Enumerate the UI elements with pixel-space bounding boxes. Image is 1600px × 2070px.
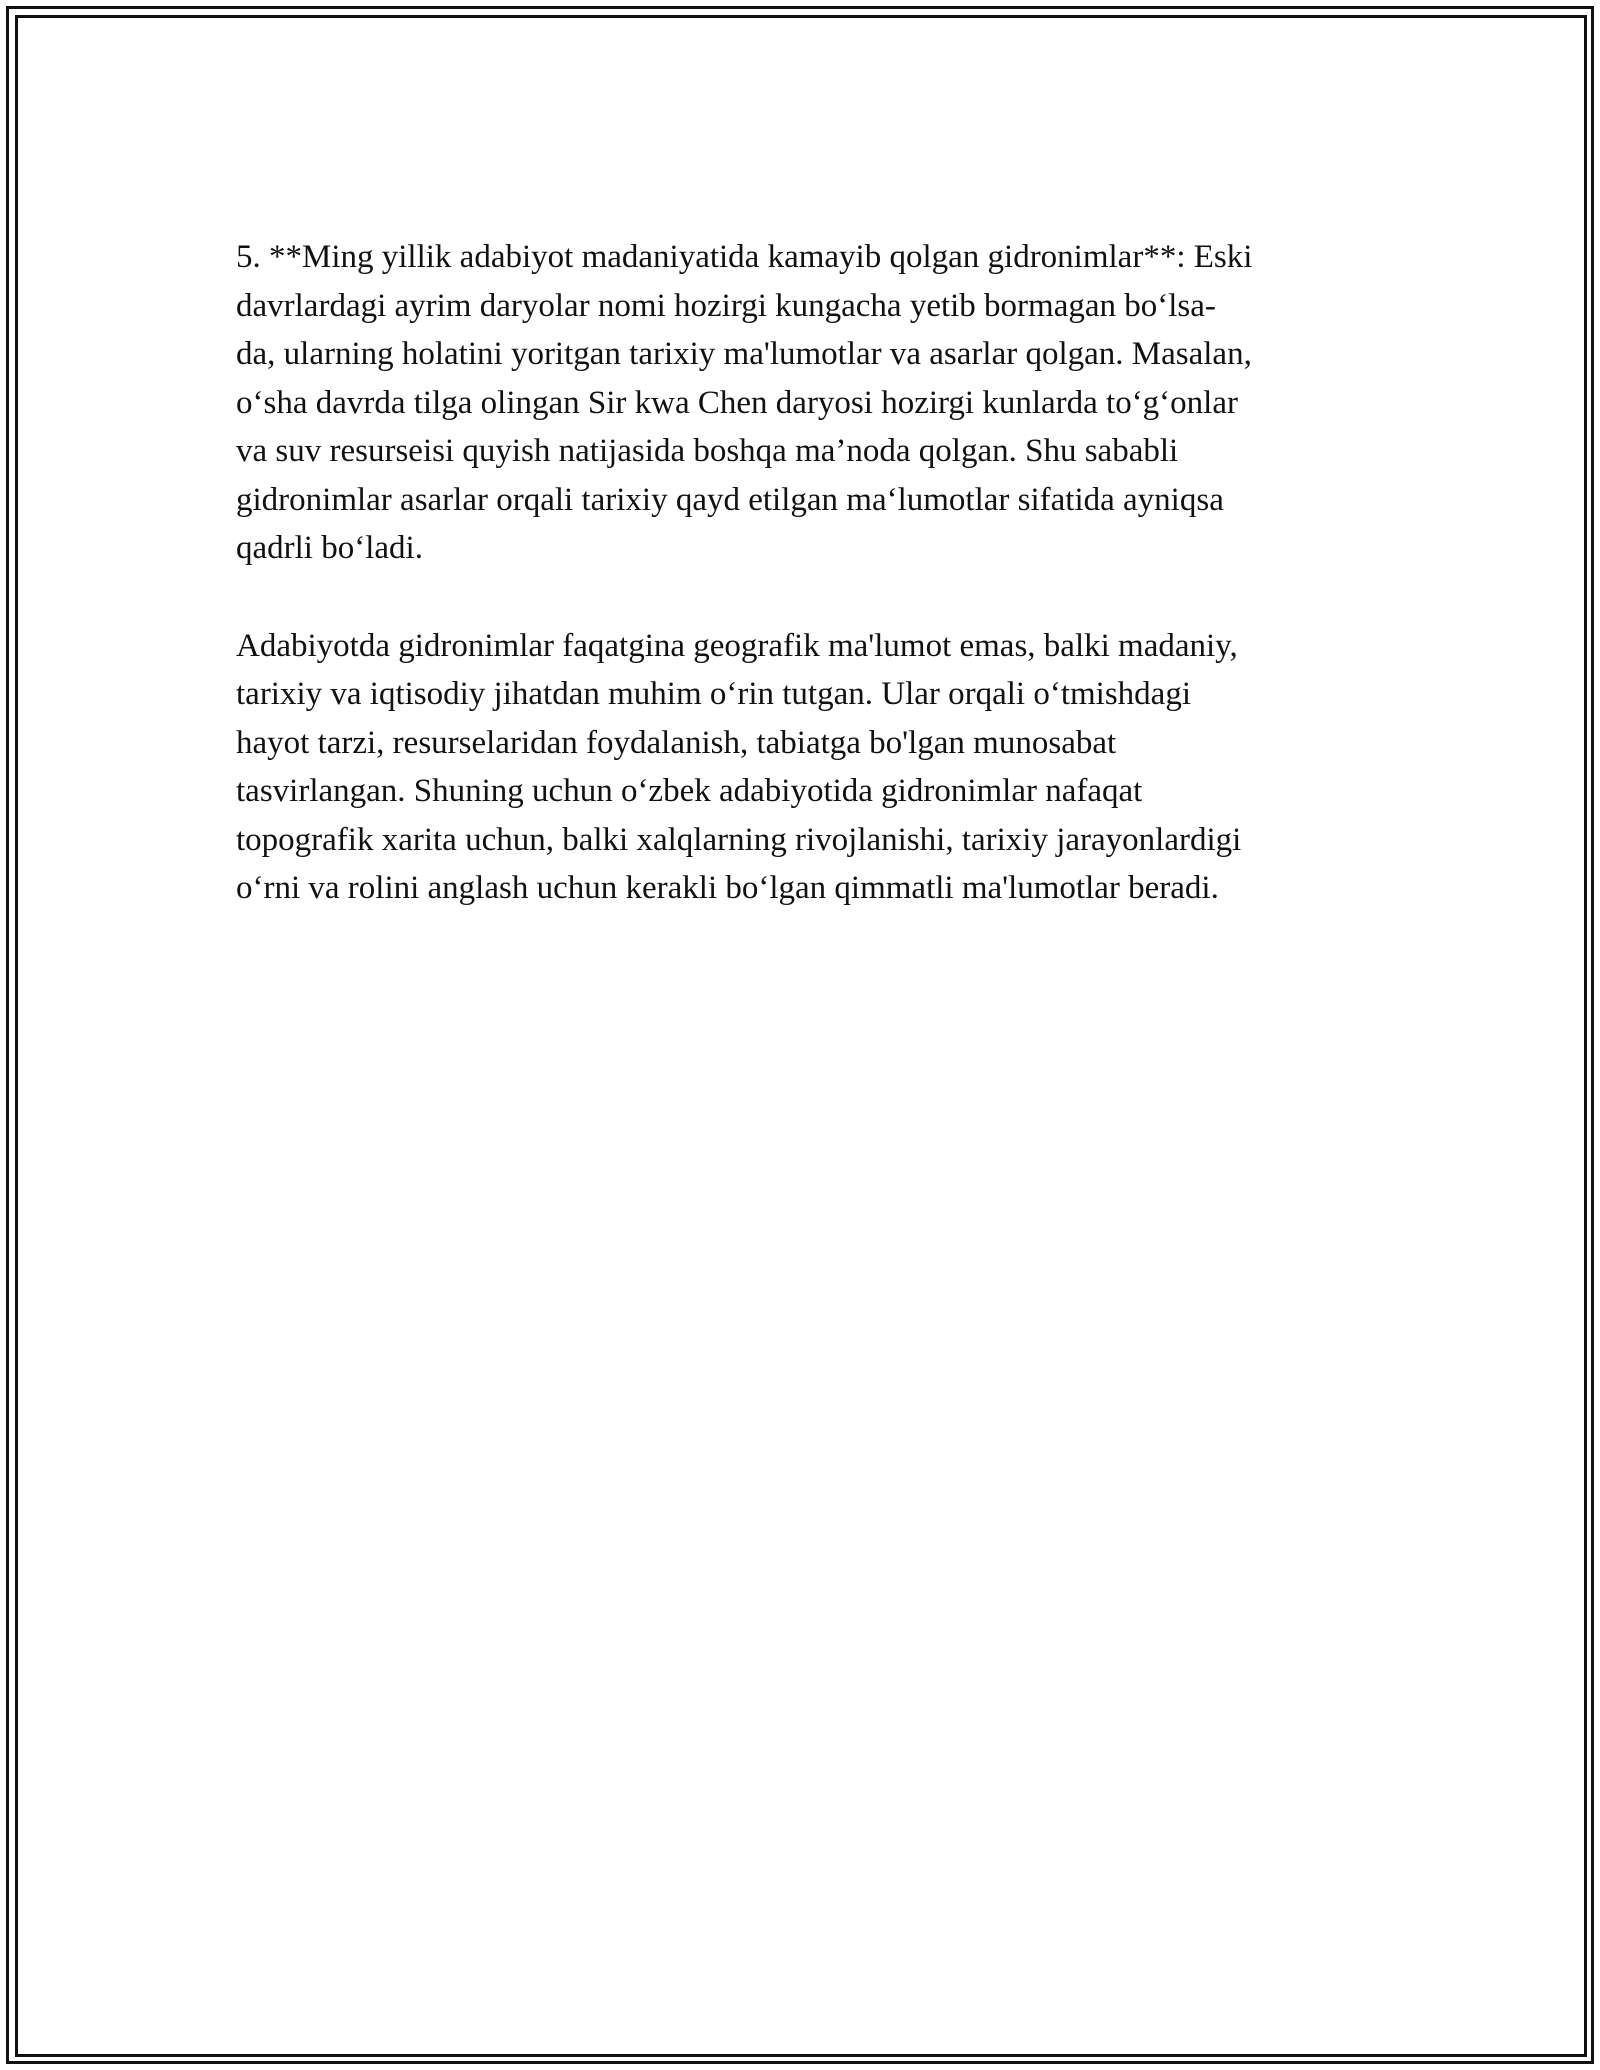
text-line: davrlardagi ayrim daryolar nomi hozirgi kungacha yetib bormagan bo‘lsa- (236, 287, 1216, 324)
text-line: gidronimlar asarlar orqali tarixiy qayd etilgan ma‘lumotlar sifatida ayniqsa (236, 481, 1224, 518)
text-line: tasvirlangan. Shuning uchun o‘zbek adabiyotida gidronimlar nafaqat (236, 773, 1143, 809)
text-line: 5. **Ming yillik adabiyot madaniyatida kamayib qolgan gidronimlar**: Eski (236, 239, 1253, 275)
text-line: qadrli bo‘ladi. (236, 530, 423, 566)
text-line: topografik xarita uchun, balki xalqlarning rivojlanishi, tarixiy jarayonlardigi (236, 821, 1242, 858)
paragraph-conclusion (236, 622, 1370, 913)
text-line: hayot tarzi, resurselaridan foydalanish, tabiatga bo'lgan munosabat (236, 724, 1117, 761)
document-body (236, 233, 1370, 962)
text-line: da, ularning holatini yoritgan tarixiy ma'lumotlar va asarlar qolgan. Masalan, (236, 336, 1252, 372)
text-line: o‘sha davrda tilga olingan Sir kwa Chen daryosi hozirgi kunlarda to‘g‘onlar (236, 384, 1238, 421)
text-line: tarixiy va iqtisodiy jihatdan muhim o‘rin tutgan. Ular orqali o‘tmishdagi (236, 676, 1192, 712)
text-line: o‘rni va rolini anglash uchun kerakli bo‘lgan qimmatli ma'lumotlar beradi. (236, 870, 1219, 906)
text-line: va suv resurseisi quyish natijasida boshqa ma’noda qolgan. Shu sababli (236, 433, 1179, 469)
text-line: Adabiyotda gidronimlar faqatgina geografik ma'lumot emas, balki madaniy, (236, 627, 1238, 664)
paragraph-gidronimlar-item-5 (236, 233, 1370, 573)
